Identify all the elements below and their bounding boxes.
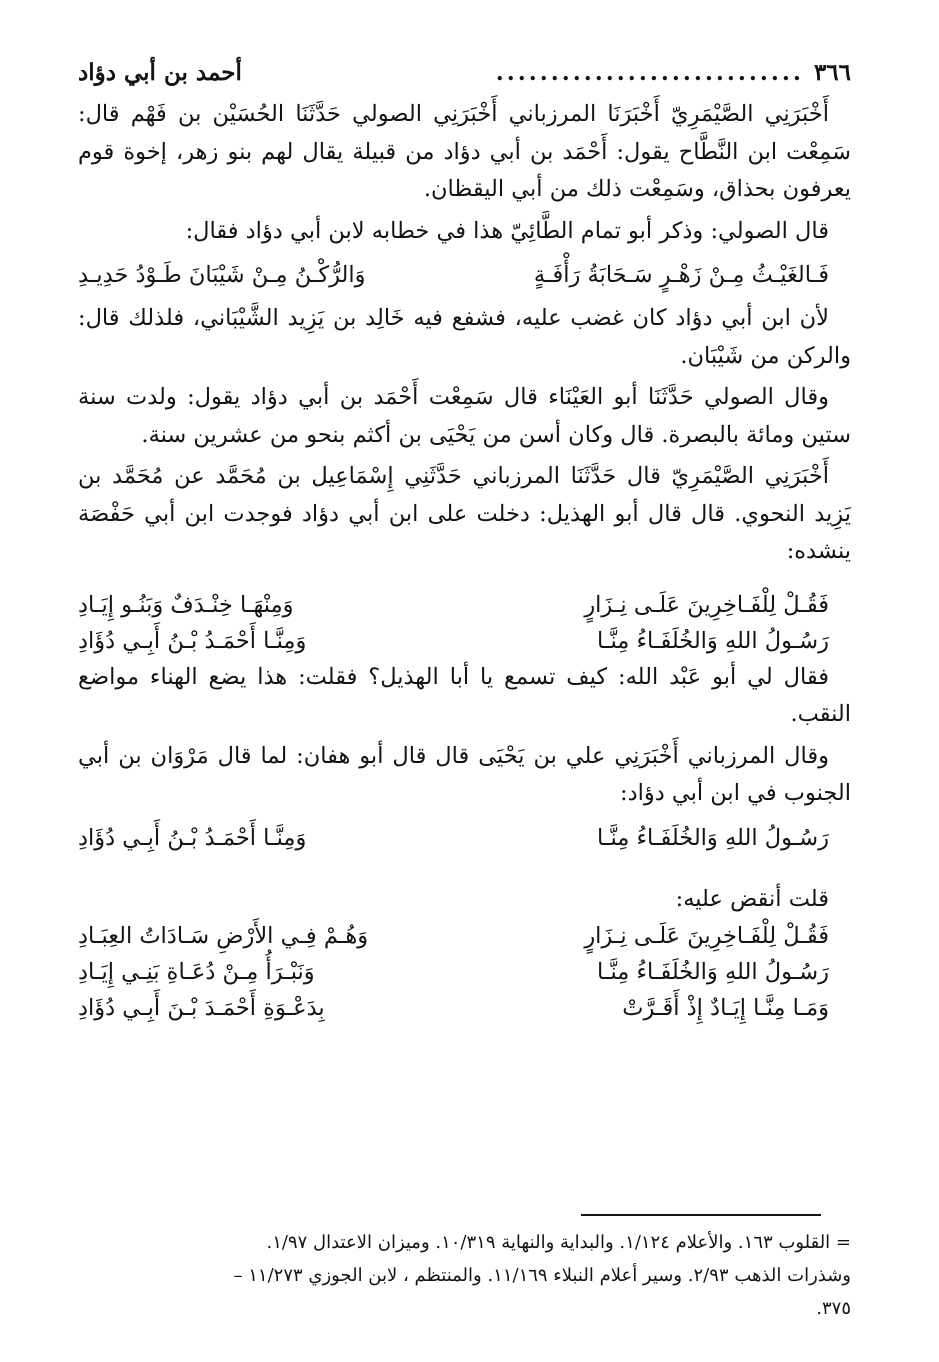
paragraph: وقال الصولي حَدَّثَنَا أبو العَيْنَاء قال سَمِعْت أَحْمَد بن أبي دؤاد يقول: ولدت سنة ستين ومائة بالبصرة. قال وكان أسن من يَحْيَى بن أكثم بنحو من عشرين سنة. [78,384,851,448]
paragraph: فقال لي أبو عَبْد الله: كيف تسمع يا أبا الهذيل؟ فقلت: هذا يضع الهناء مواضع النقب. [78,663,851,727]
verse-line [78,819,851,857]
paragraph: أَخْبَرَنِي الصَّيْمَرِيّ قال حَدَّثَنَا المرزباني حَدَّثَنِي إِسْمَاعِيل بن مُحَمَّد عن مُحَمَّد بن يَزِيد النحوي. قال قال أبو الهذيل: دخلت على ابن أبي دؤاد فوجدت ابن أبي حَفْصَة ينشده: [78,463,851,564]
running-title: أحمد بن أبي دؤاد [78,58,242,86]
footnote-line: = القلوب ١٦٣. والأعلام ١/١٢٤. والبداية والنهاية ١٠/٣١٩. وميزان الاعتدال ١/٩٧. [266,1232,851,1253]
verse-first-hemistich: رَسُـولُ اللهِ وَالخُلَفَـاءُ مِنَّـا [597,959,829,985]
verse-line [78,990,851,1026]
spacer [78,863,851,881]
footnote-separator [581,1214,821,1216]
verse-second-hemistich: وَمِنَّـا أَحْمَـدُ بْـنُ أَبِـي دُؤَادِ [78,824,307,851]
verse-second-hemistich: وَنَبْـرَأُ مِـنْ دُعَـاةِ بَنِـي إِيَـادِ [78,959,315,985]
footnote-line: وشذرات الذهب ٢/٩٣. وسير أعلام النبلاء ١١/١٦٩. والمنتظم ، لابن الجوزي ١١/٢٧٣ – [233,1265,851,1286]
verse-second-hemistich: وَالرُّكْـنُ مِـنْ شَيْبَانَ طَـوْدُ حَدِيـدِ [78,262,366,288]
verse-first-hemistich: فَقُـلْ لِلْفَـاخِرِينَ عَلَـى نِـزَارٍ [584,591,829,618]
verse-first-hemistich: رَسُـولُ اللهِ وَالخُلَفَـاءُ مِنَّـا [597,824,829,851]
verse-second-hemistich: وَهُـمْ فِـي الأَرْضِ سَـادَاتُ العِبَـادِ [78,923,369,949]
page-number: ٣٦٦ [813,58,851,86]
page-header [78,52,851,92]
footnotes [78,1226,851,1325]
verse-second-hemistich: وَمِنْهَـا خِنْـدَفٌ وَبَنُـو إِيَـادِ [78,591,294,618]
paragraph: لأن ابن أبي دؤاد كان غضب عليه، فشفع فيه خَالِد بن يَزِيد الشَّيْبَاني، فلذلك قال: والركن من شَيْبَان. [78,305,851,369]
footnote-line: ٣٧٥. [816,1298,851,1319]
spacer [78,575,851,587]
verse-line [78,954,851,990]
verse-first-hemistich: رَسُـولُ اللهِ وَالخُلَفَـاءُ مِنَّـا [597,627,829,654]
verse-second-hemistich: وَمِنَّـا أَحْمَـدُ بْـنُ أَبِـي دُؤَادِ [78,627,307,654]
paragraph: قال الصولي: وذكر أبو تمام الطَّائِيّ هذا في خطابه لابن أبي دؤاد فقال: [185,217,829,244]
verse-line [78,587,851,623]
header-leader-dots: ............................ [495,58,804,86]
verse-line [78,256,851,294]
verse-line [78,623,851,659]
paragraph: قلت أنقض عليه: [675,885,829,912]
verse-second-hemistich: بِدَعْـوَةِ أَحْمَـدَ بْـنَ أَبِـي دُؤَادِ [78,995,325,1021]
verse-first-hemistich: فَقُـلْ لِلْفَـاخِرِينَ عَلَـى نِـزَارٍ [584,923,829,949]
verse-line [78,918,851,954]
main-text [78,96,851,1026]
verse-first-hemistich: فَـالغَيْـثُ مِـنْ زَهْـرٍ سَـحَابَةُ رَأْفَـةٍ [533,262,829,288]
verse-first-hemistich: وَمَـا مِنَّـا إِيَـادٌ إِذْ أَقَـرَّتْ [622,995,829,1021]
paragraph: وقال المرزباني أَخْبَرَنِي علي بن يَحْيَى قال قال أبو هفان: لما قال مَرْوَان بن أبي الجنوب في ابن أبي دؤاد: [78,742,851,806]
paragraph: أَخْبَرَنِي الصَّيْمَرِيّ أَخْبَرَنَا المرزباني أَخْبَرَنِي الصولي حَدَّثَنَا الحُسَيْن بن فَهْم قال: سَمِعْت ابن النَّطَّاح يقول: أَحْمَد بن أبي دؤاد من قبيلة يقال لهم بنو زهر، إخوة قوم يعرفون بحذاق، وسَمِعْت ذلك من أبي اليقظان. [78,101,851,202]
